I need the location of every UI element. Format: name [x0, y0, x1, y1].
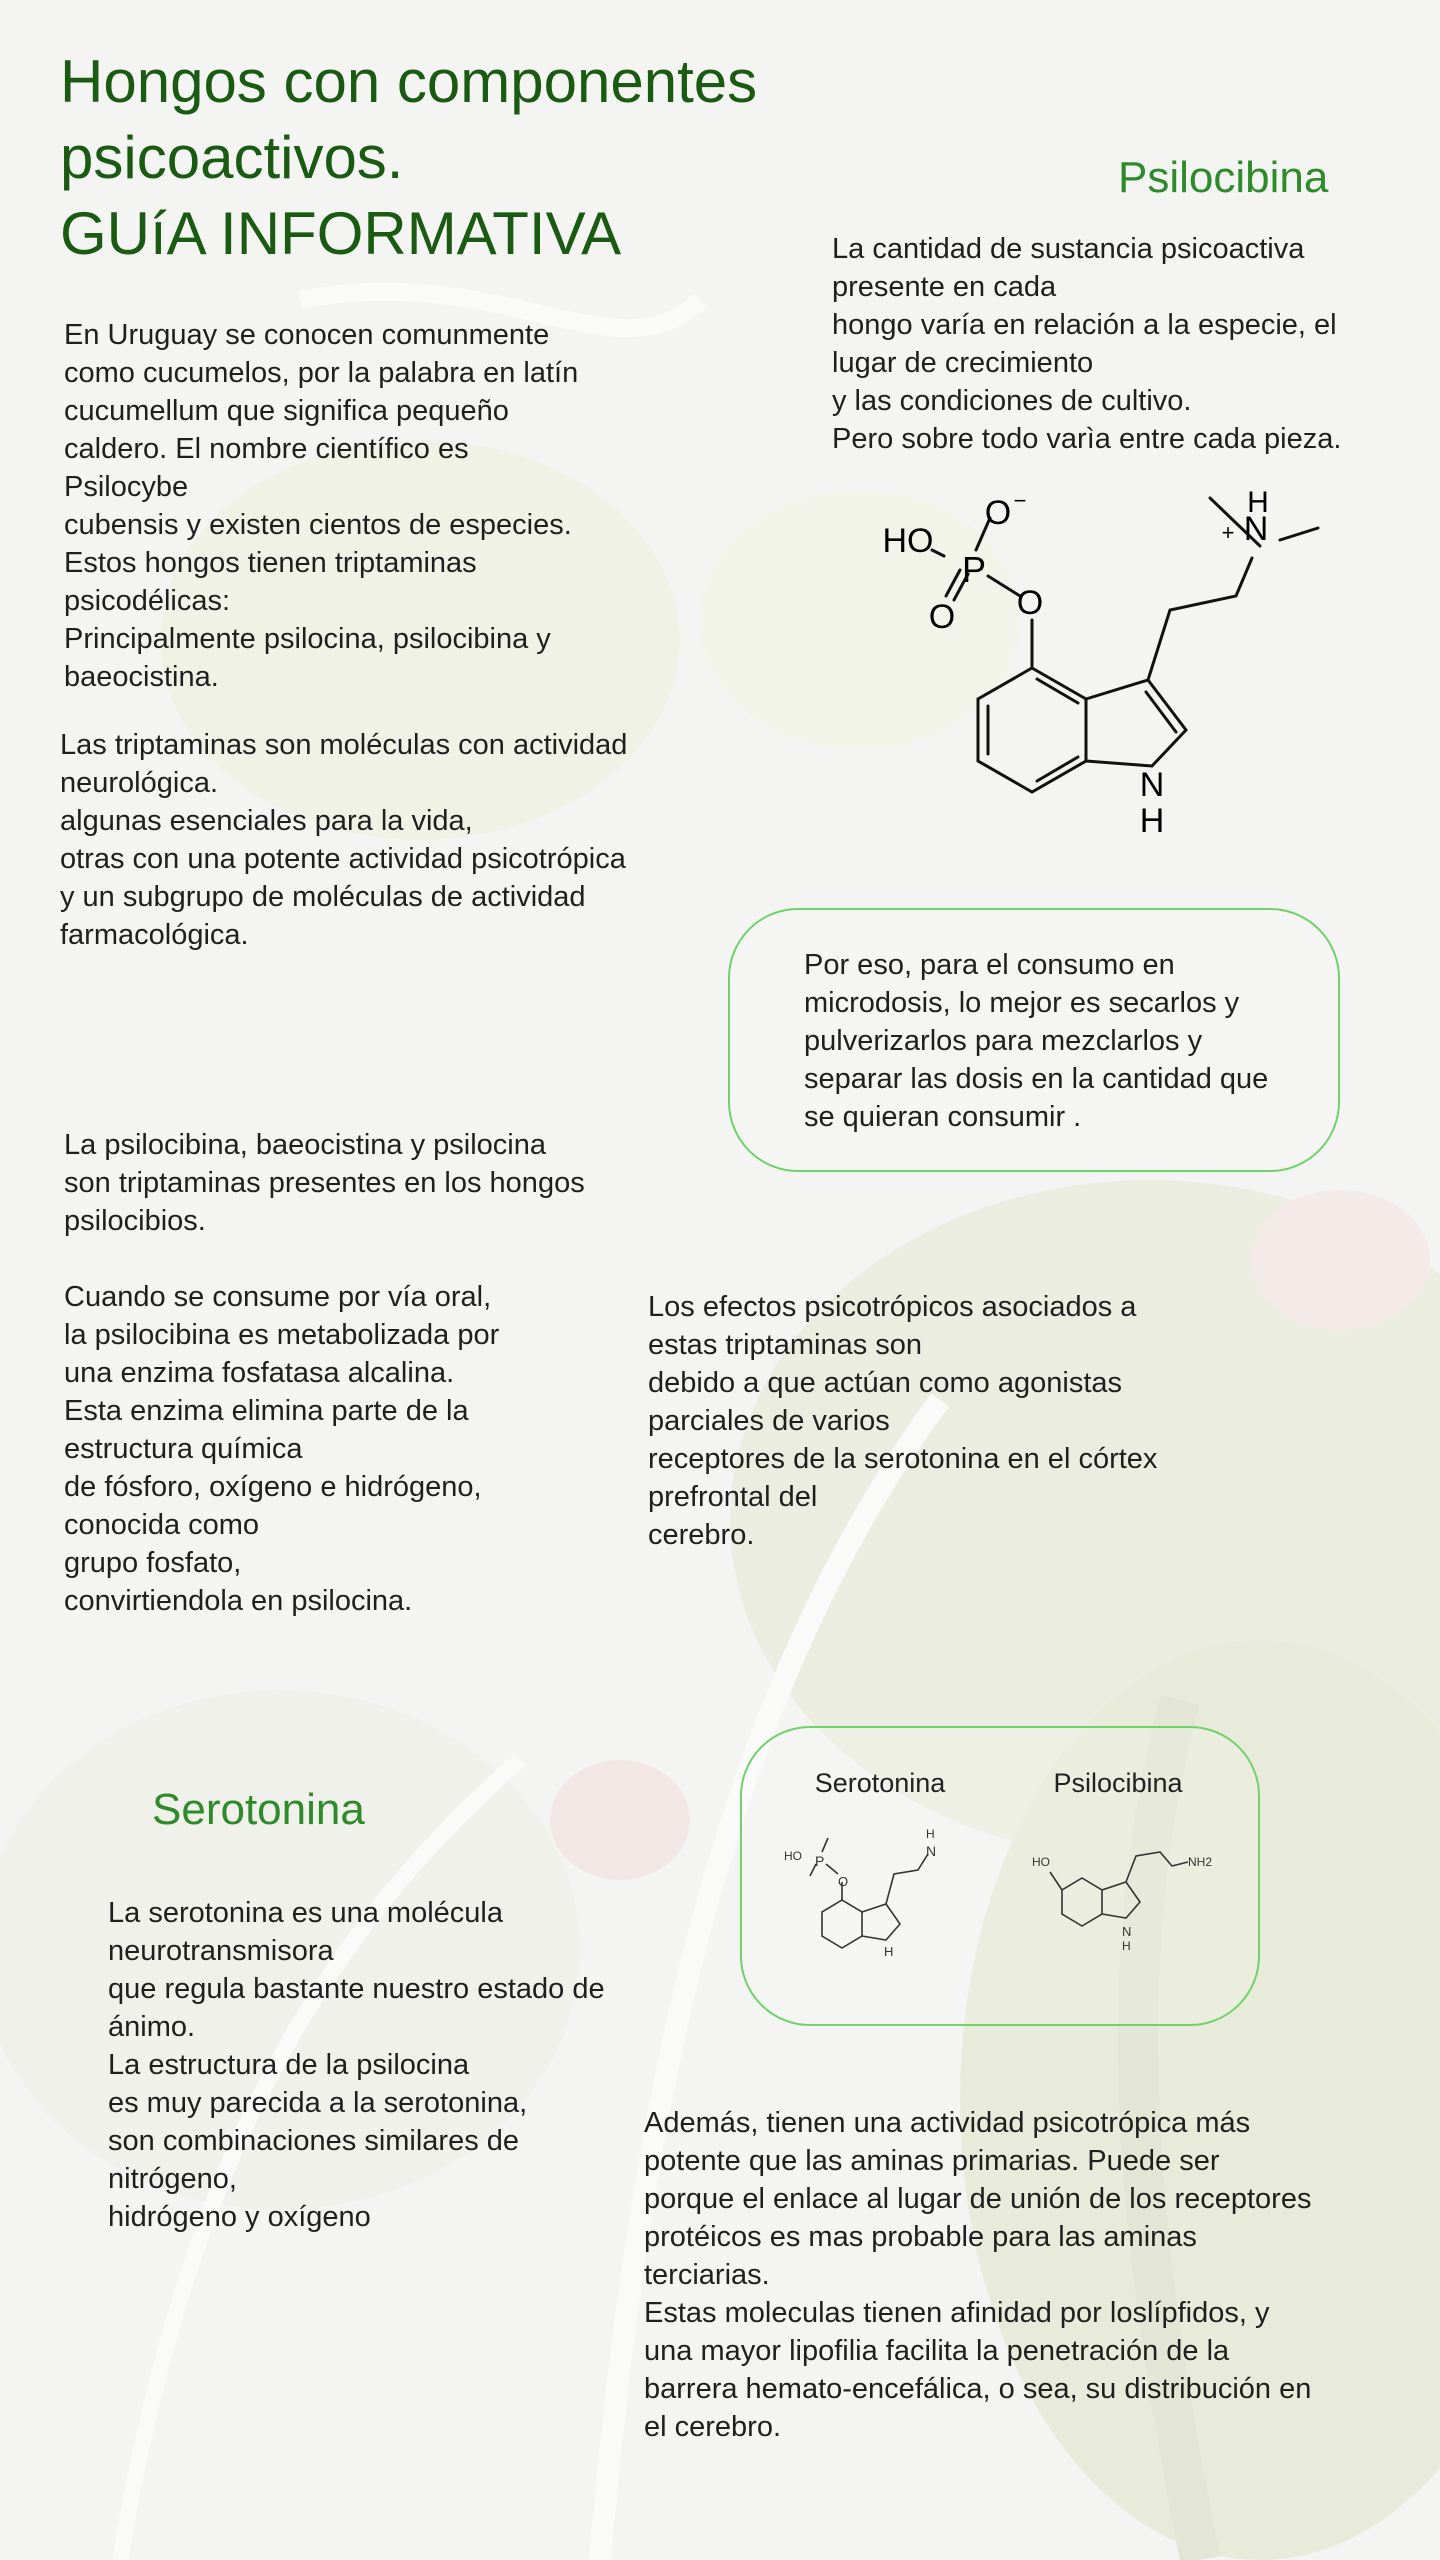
serotonina-paragraph: La serotonina es una molécula neurotransmisora que regula bastante nuestro estado de ánimo. La estructura de la psilocina es muy parecida a la serotonina, son combinaciones similares de nitrógeno, hidrógeno y oxígeno [108, 1897, 605, 2233]
left-mol-hydrogen: H [926, 1827, 935, 1841]
mol-hydroxyl-label: HO [882, 522, 934, 560]
page-title: Hongos con componentes psicoactivos. GUíA INFORMATIVA [60, 48, 758, 267]
comparison-right-label: Psilocibina [1053, 1768, 1183, 1798]
mol-minus-sign: − [1013, 488, 1027, 513]
comparison-left-label: Serotonina [814, 1768, 946, 1798]
mol-amine-nitrogen-label: N [1243, 510, 1269, 548]
left-mol-nitrogen: N [926, 1843, 937, 1859]
left-mol-oxygen: O [838, 1874, 849, 1889]
mol-o-minus-label: O [984, 494, 1012, 532]
right-mol-hydrogen: H [1122, 1939, 1131, 1953]
right-mol-hydroxyl: HO [1032, 1855, 1050, 1869]
mol-ring-hydrogen-label: H [1139, 802, 1165, 840]
psilocibina-paragraph: La cantidad de sustancia psicoactiva presente en cada hongo varía en relación a la especie, el lugar de crecimiento y las condiciones de cultivo. Pero sobre todo varìa entre cada pieza. [832, 233, 1342, 455]
mol-oxo-label: O [928, 598, 956, 636]
intro-paragraph: En Uruguay se conocen comunmente como cucumelos, por la palabra en latín cucumellum que significa pequeño caldero. El nombre científico es Psilocybe cubensis y existen cientos de especies. Estos hongos tienen triptaminas psicodélicas: Principalmente psilocina, psilocibina y baeocistina. [64, 319, 579, 693]
serotonina-heading: Serotonina [152, 1785, 365, 1834]
psilocibina-heading: Psilocibina [1118, 153, 1329, 202]
mol-oxygen-link-label: O [1016, 584, 1044, 622]
psilocibina-molecule [860, 480, 1340, 850]
mol-ring-nitrogen-label: N [1139, 766, 1165, 804]
comparison-molecules [760, 1740, 1240, 2010]
aminas-paragraph: Además, tienen una actividad psicotrópica más potente que las aminas primarias. Puede ser porque el enlace al lugar de unión de los receptores protéicos es mas probable para las aminas terciarias. Estas moleculas tienen afinidad por loslípfidos, y una mayor lipofilia facilita la penetración de la barrera hemato-encefálica, o sea, su distribución en el cerebro. [644, 2107, 1312, 2443]
triptaminas-paragraph: Las triptaminas son moléculas con actividad neurológica. algunas esenciales para la vida, otras con una potente actividad psicotrópica y un subgrupo de moléculas de actividad farmacológica. [60, 729, 628, 951]
microdosis-text: Por eso, para el consumo en microdosis, lo mejor es secarlos y pulverizarlos para mezclarlos y separar las dosis en la cantidad que se quieran consumir . [804, 949, 1269, 1133]
left-mol-phosphorus: P [815, 1853, 825, 1869]
mol-amine-hydrogen-label: H [1247, 486, 1269, 519]
left-mol-hydroxyl: HO [784, 1849, 802, 1863]
mol-phosphorus-label: P [961, 549, 987, 590]
metabolismo-paragraph: La psilocibina, baeocistina y psilocina son triptaminas presentes en los hongos psilocibios. Cuando se consume por vía oral, la psilocibina es metabolizada por una enzima fosfatasa alcalina. Esta enzima elimina parte de la estructura química de fósforo, oxígeno e hidrógeno, conocida como grupo fosfato, convirtiendola en psilocina. [64, 1129, 585, 1617]
right-mol-amine: NH2 [1188, 1855, 1213, 1869]
mol-plus-sign: + [1221, 520, 1235, 545]
left-mol-ring-nh: H [884, 1944, 894, 1959]
efectos-paragraph: Los efectos psicotrópicos asociados a estas triptaminas son debido a que actúan como agonistas parciales de varios receptores de la serotonina en el córtex prefrontal del cerebro. [648, 1291, 1158, 1551]
right-mol-nitrogen: N [1122, 1924, 1132, 1939]
